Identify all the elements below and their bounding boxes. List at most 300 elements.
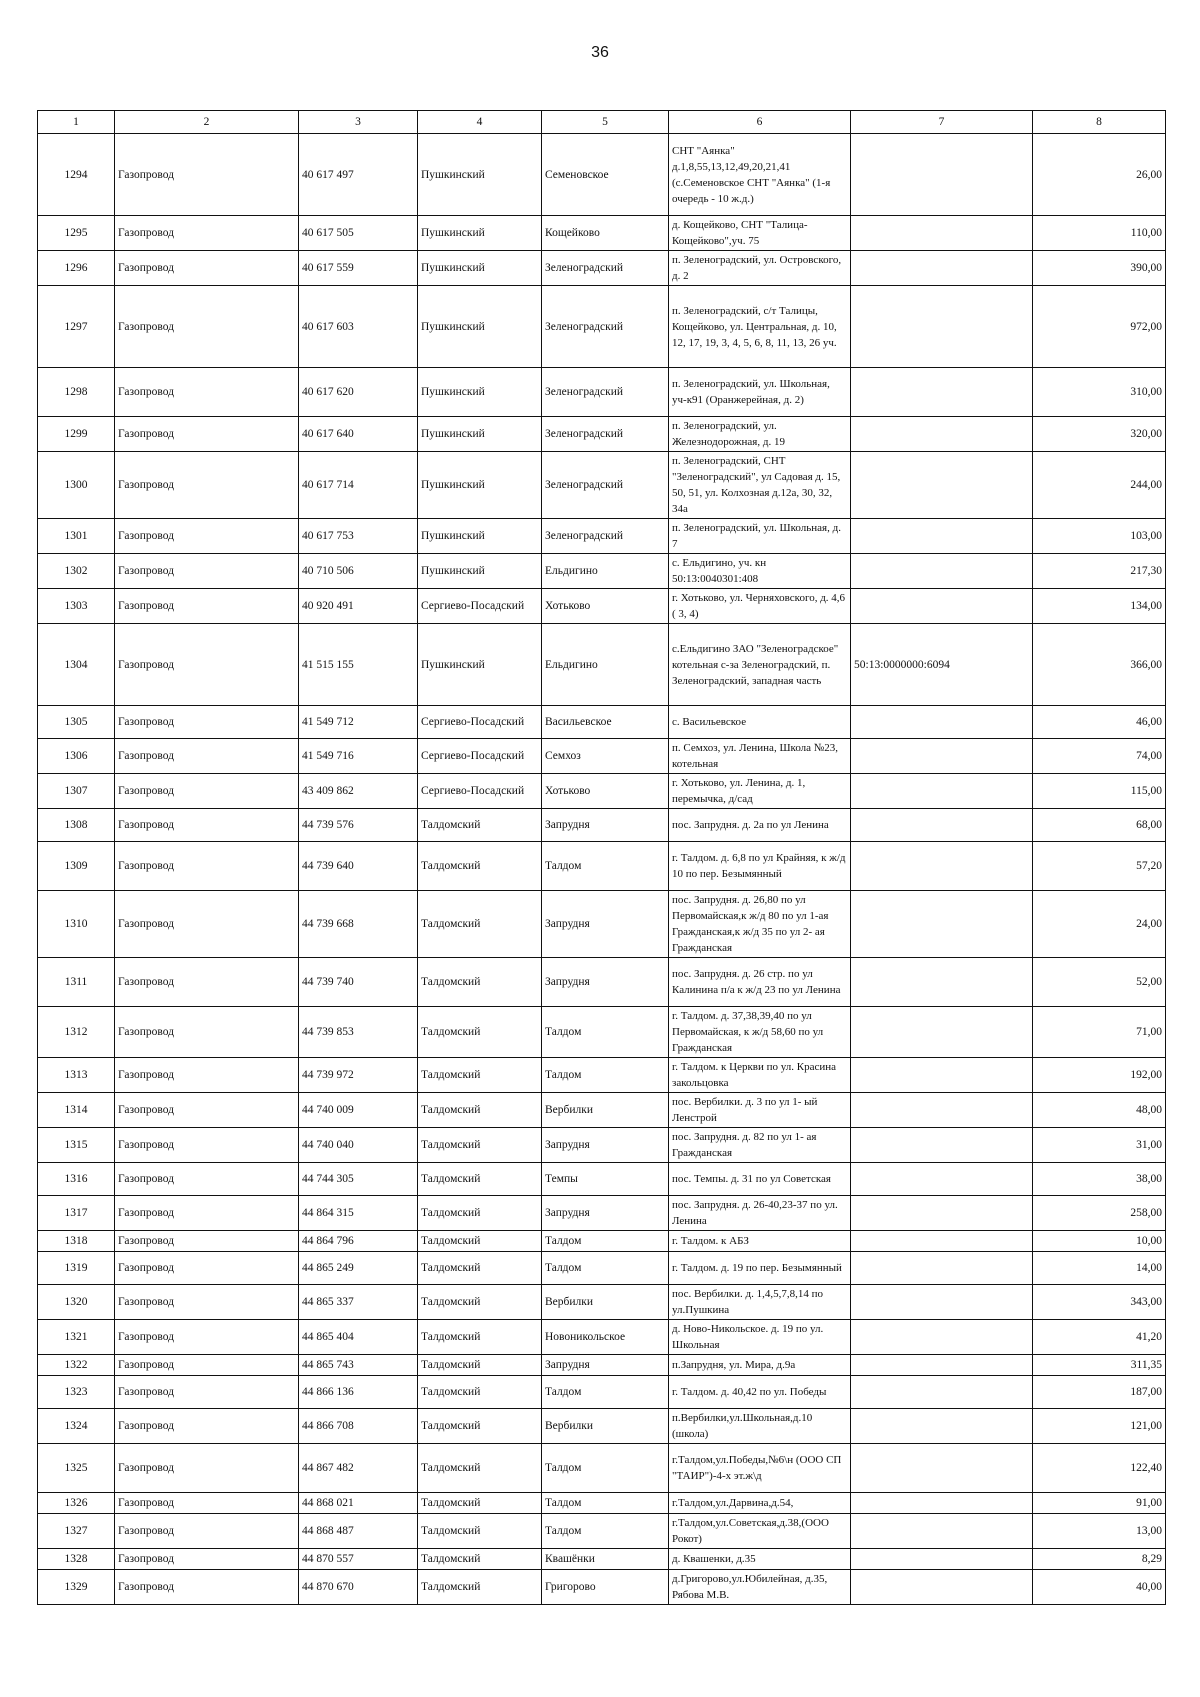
cell-district: Пушкинский <box>418 624 542 706</box>
cell-cadastral-number <box>851 1231 1033 1252</box>
cell-settlement: Зеленоградский <box>542 519 669 554</box>
table-row <box>38 417 1166 452</box>
cell-settlement: Васильевское <box>542 706 669 739</box>
cell-inventory-number: 44 868 021 <box>299 1493 418 1514</box>
table-row <box>38 1444 1166 1493</box>
cell-row-number: 1319 <box>38 1252 115 1285</box>
table-row <box>38 624 1166 706</box>
table-row <box>38 452 1166 519</box>
cell-district: Талдомский <box>418 1163 542 1196</box>
cell-settlement: Запрудня <box>542 1196 669 1231</box>
column-header: 6 <box>669 111 851 134</box>
cell-address: г. Талдом. д. 40,42 по ул. Победы <box>669 1376 851 1409</box>
cell-row-number: 1303 <box>38 589 115 624</box>
table-row <box>38 1285 1166 1320</box>
cell-inventory-number: 44 739 972 <box>299 1058 418 1093</box>
cell-length-value: 24,00 <box>1033 891 1166 958</box>
cell-cadastral-number <box>851 134 1033 216</box>
cell-object-name: Газопровод <box>115 1444 299 1493</box>
cell-row-number: 1315 <box>38 1128 115 1163</box>
cell-cadastral-number <box>851 706 1033 739</box>
cell-length-value: 8,29 <box>1033 1549 1166 1570</box>
cell-district: Талдомский <box>418 809 542 842</box>
cell-length-value: 26,00 <box>1033 134 1166 216</box>
table-row <box>38 1570 1166 1605</box>
cell-address: пос. Запрудня. д. 82 по ул 1- ая Гражданская <box>669 1128 851 1163</box>
cell-settlement: Талдом <box>542 1231 669 1252</box>
table-body <box>38 134 1166 1605</box>
table-row <box>38 216 1166 251</box>
cell-length-value: 52,00 <box>1033 958 1166 1007</box>
cell-row-number: 1300 <box>38 452 115 519</box>
cell-inventory-number: 44 739 640 <box>299 842 418 891</box>
cell-district: Талдомский <box>418 1409 542 1444</box>
cell-district: Талдомский <box>418 1058 542 1093</box>
cell-cadastral-number <box>851 1058 1033 1093</box>
cell-cadastral-number <box>851 774 1033 809</box>
cell-length-value: 40,00 <box>1033 1570 1166 1605</box>
cell-inventory-number: 44 865 404 <box>299 1320 418 1355</box>
cell-cadastral-number <box>851 589 1033 624</box>
column-header: 8 <box>1033 111 1166 134</box>
cell-district: Талдомский <box>418 1285 542 1320</box>
table-row <box>38 1058 1166 1093</box>
cell-inventory-number: 44 739 576 <box>299 809 418 842</box>
cell-row-number: 1299 <box>38 417 115 452</box>
cell-settlement: Новоникольское <box>542 1320 669 1355</box>
cell-settlement: Семхоз <box>542 739 669 774</box>
cell-inventory-number: 43 409 862 <box>299 774 418 809</box>
cell-inventory-number: 44 744 305 <box>299 1163 418 1196</box>
cell-cadastral-number <box>851 842 1033 891</box>
cell-object-name: Газопровод <box>115 519 299 554</box>
cell-cadastral-number <box>851 1355 1033 1376</box>
cell-cadastral-number <box>851 739 1033 774</box>
cell-row-number: 1302 <box>38 554 115 589</box>
cell-row-number: 1317 <box>38 1196 115 1231</box>
cell-inventory-number: 44 865 249 <box>299 1252 418 1285</box>
cell-settlement: Хотьково <box>542 589 669 624</box>
cell-district: Сергиево-Посадский <box>418 706 542 739</box>
cell-settlement: Зеленоградский <box>542 452 669 519</box>
cell-inventory-number: 40 710 506 <box>299 554 418 589</box>
cell-address: д. Ново-Никольское. д. 19 по ул. Школьная <box>669 1320 851 1355</box>
cell-row-number: 1327 <box>38 1514 115 1549</box>
cell-district: Талдомский <box>418 1231 542 1252</box>
cell-address: п. Зеленоградский, ул. Островского, д. 2 <box>669 251 851 286</box>
table-row <box>38 1007 1166 1058</box>
cell-length-value: 343,00 <box>1033 1285 1166 1320</box>
cell-address: пос. Запрудня. д. 26-40,23-37 по ул. Ленина <box>669 1196 851 1231</box>
table-row <box>38 1549 1166 1570</box>
cell-cadastral-number <box>851 286 1033 368</box>
cell-cadastral-number <box>851 554 1033 589</box>
cell-address: г.Талдом,ул.Дарвина,д.54, <box>669 1493 851 1514</box>
cell-cadastral-number <box>851 1252 1033 1285</box>
cell-inventory-number: 40 617 620 <box>299 368 418 417</box>
cell-object-name: Газопровод <box>115 589 299 624</box>
table-row <box>38 286 1166 368</box>
cell-length-value: 244,00 <box>1033 452 1166 519</box>
cell-object-name: Газопровод <box>115 739 299 774</box>
table-row <box>38 1252 1166 1285</box>
cell-inventory-number: 40 617 603 <box>299 286 418 368</box>
cell-row-number: 1316 <box>38 1163 115 1196</box>
cell-district: Пушкинский <box>418 286 542 368</box>
cell-object-name: Газопровод <box>115 1320 299 1355</box>
cell-settlement: Запрудня <box>542 958 669 1007</box>
registry-table <box>37 110 1166 1605</box>
cell-inventory-number: 44 740 009 <box>299 1093 418 1128</box>
cell-district: Талдомский <box>418 1376 542 1409</box>
cell-district: Пушкинский <box>418 452 542 519</box>
cell-cadastral-number <box>851 368 1033 417</box>
cell-object-name: Газопровод <box>115 1355 299 1376</box>
cell-length-value: 14,00 <box>1033 1252 1166 1285</box>
cell-settlement: Ельдигино <box>542 554 669 589</box>
cell-district: Пушкинский <box>418 216 542 251</box>
cell-cadastral-number <box>851 1514 1033 1549</box>
cell-district: Талдомский <box>418 1493 542 1514</box>
cell-settlement: Вербилки <box>542 1093 669 1128</box>
cell-length-value: 71,00 <box>1033 1007 1166 1058</box>
cell-address: г. Талдом. к АБЗ <box>669 1231 851 1252</box>
cell-address: п. Зеленоградский, СНТ "Зеленоградский", ул Садовая д. 15, 50, 51, ул. Колхозная д.12а, 30, 32, 34а <box>669 452 851 519</box>
cell-object-name: Газопровод <box>115 452 299 519</box>
column-header: 1 <box>38 111 115 134</box>
cell-address: д.Григорово,ул.Юбилейная, д.35, Рябова М.В. <box>669 1570 851 1605</box>
cell-address: г.Талдом,ул.Советская,д.38,(ООО Рокот) <box>669 1514 851 1549</box>
cell-object-name: Газопровод <box>115 1409 299 1444</box>
cell-length-value: 972,00 <box>1033 286 1166 368</box>
cell-settlement: Талдом <box>542 1444 669 1493</box>
cell-inventory-number: 44 864 315 <box>299 1196 418 1231</box>
cell-district: Талдомский <box>418 1007 542 1058</box>
cell-object-name: Газопровод <box>115 216 299 251</box>
header-row <box>38 111 1166 134</box>
cell-length-value: 310,00 <box>1033 368 1166 417</box>
cell-address: п. Зеленоградский, ул. Железнодорожная, д. 19 <box>669 417 851 452</box>
column-header: 5 <box>542 111 669 134</box>
cell-object-name: Газопровод <box>115 1231 299 1252</box>
table-row <box>38 1514 1166 1549</box>
table-row <box>38 1320 1166 1355</box>
cell-settlement: Талдом <box>542 1376 669 1409</box>
cell-object-name: Газопровод <box>115 1285 299 1320</box>
cell-address: пос. Запрудня. д. 2а по ул Ленина <box>669 809 851 842</box>
cell-length-value: 217,30 <box>1033 554 1166 589</box>
cell-cadastral-number <box>851 1007 1033 1058</box>
cell-row-number: 1306 <box>38 739 115 774</box>
cell-address: г. Хотьково, ул. Черняховского, д. 4,6 ( 3, 4) <box>669 589 851 624</box>
cell-inventory-number: 44 739 740 <box>299 958 418 1007</box>
cell-length-value: 48,00 <box>1033 1093 1166 1128</box>
cell-row-number: 1325 <box>38 1444 115 1493</box>
cell-cadastral-number <box>851 1376 1033 1409</box>
cell-row-number: 1295 <box>38 216 115 251</box>
cell-inventory-number: 40 617 497 <box>299 134 418 216</box>
table-row <box>38 739 1166 774</box>
cell-district: Пушкинский <box>418 519 542 554</box>
cell-length-value: 46,00 <box>1033 706 1166 739</box>
cell-object-name: Газопровод <box>115 1058 299 1093</box>
cell-district: Сергиево-Посадский <box>418 589 542 624</box>
cell-address: с.Ельдигино ЗАО "Зеленоградское" котельная с-за Зеленоградский, п. Зеленоградский, западная часть <box>669 624 851 706</box>
cell-object-name: Газопровод <box>115 1163 299 1196</box>
cell-address: СНТ "Аянка" д.1,8,55,13,12,49,20,21,41 (с.Семеновское СНТ "Аянка" (1-я очередь - 10 ж.д.) <box>669 134 851 216</box>
table-row <box>38 809 1166 842</box>
cell-length-value: 390,00 <box>1033 251 1166 286</box>
cell-district: Талдомский <box>418 1093 542 1128</box>
cell-address: г. Хотьково, ул. Ленина, д. 1, перемычка, д/сад <box>669 774 851 809</box>
table-row <box>38 368 1166 417</box>
cell-row-number: 1320 <box>38 1285 115 1320</box>
table-row <box>38 251 1166 286</box>
cell-district: Талдомский <box>418 1128 542 1163</box>
cell-inventory-number: 41 549 716 <box>299 739 418 774</box>
cell-object-name: Газопровод <box>115 1514 299 1549</box>
cell-address: с. Ельдигино, уч. кн 50:13:0040301:408 <box>669 554 851 589</box>
page-number: 36 <box>591 44 609 61</box>
cell-cadastral-number <box>851 1320 1033 1355</box>
cell-settlement: Хотьково <box>542 774 669 809</box>
cell-length-value: 311,35 <box>1033 1355 1166 1376</box>
cell-address: г. Талдом. д. 19 по пер. Безымянный <box>669 1252 851 1285</box>
cell-settlement: Талдом <box>542 1007 669 1058</box>
cell-inventory-number: 41 515 155 <box>299 624 418 706</box>
cell-cadastral-number <box>851 1128 1033 1163</box>
cell-cadastral-number <box>851 1093 1033 1128</box>
cell-row-number: 1298 <box>38 368 115 417</box>
cell-settlement: Запрудня <box>542 891 669 958</box>
cell-address: п.Вербилки,ул.Школьная,д.10 (школа) <box>669 1409 851 1444</box>
cell-district: Талдомский <box>418 1355 542 1376</box>
cell-district: Талдомский <box>418 891 542 958</box>
cell-length-value: 258,00 <box>1033 1196 1166 1231</box>
cell-district: Талдомский <box>418 1549 542 1570</box>
cell-settlement: Зеленоградский <box>542 286 669 368</box>
column-header: 4 <box>418 111 542 134</box>
cell-row-number: 1326 <box>38 1493 115 1514</box>
cell-object-name: Газопровод <box>115 1196 299 1231</box>
cell-address: пос. Темпы. д. 31 по ул Советская <box>669 1163 851 1196</box>
cell-district: Пушкинский <box>418 417 542 452</box>
cell-length-value: 187,00 <box>1033 1376 1166 1409</box>
table-row <box>38 1376 1166 1409</box>
cell-inventory-number: 44 739 668 <box>299 891 418 958</box>
cell-cadastral-number <box>851 1285 1033 1320</box>
cell-row-number: 1309 <box>38 842 115 891</box>
cell-length-value: 31,00 <box>1033 1128 1166 1163</box>
cell-row-number: 1318 <box>38 1231 115 1252</box>
cell-length-value: 366,00 <box>1033 624 1166 706</box>
cell-settlement: Зеленоградский <box>542 368 669 417</box>
table-row <box>38 1163 1166 1196</box>
cell-district: Талдомский <box>418 1196 542 1231</box>
cell-address: п. Зеленоградский, ул. Школьная, уч-к91 (Оранжерейная, д. 2) <box>669 368 851 417</box>
cell-row-number: 1294 <box>38 134 115 216</box>
cell-address: д. Квашенки, д.35 <box>669 1549 851 1570</box>
cell-address: п. Семхоз, ул. Ленина, Школа №23, котельная <box>669 739 851 774</box>
column-header: 7 <box>851 111 1033 134</box>
cell-settlement: Кощейково <box>542 216 669 251</box>
cell-cadastral-number <box>851 809 1033 842</box>
table-row <box>38 554 1166 589</box>
cell-object-name: Газопровод <box>115 1493 299 1514</box>
cell-settlement: Талдом <box>542 1493 669 1514</box>
cell-address: пос. Вербилки. д. 3 по ул 1- ый Ленстрой <box>669 1093 851 1128</box>
cell-cadastral-number <box>851 891 1033 958</box>
cell-cadastral-number <box>851 1163 1033 1196</box>
cell-length-value: 122,40 <box>1033 1444 1166 1493</box>
cell-row-number: 1313 <box>38 1058 115 1093</box>
cell-length-value: 115,00 <box>1033 774 1166 809</box>
cell-length-value: 10,00 <box>1033 1231 1166 1252</box>
cell-length-value: 13,00 <box>1033 1514 1166 1549</box>
cell-row-number: 1312 <box>38 1007 115 1058</box>
cell-settlement: Квашёнки <box>542 1549 669 1570</box>
cell-row-number: 1329 <box>38 1570 115 1605</box>
table-row <box>38 1093 1166 1128</box>
cell-district: Талдомский <box>418 1570 542 1605</box>
cell-settlement: Талдом <box>542 842 669 891</box>
cell-inventory-number: 40 617 559 <box>299 251 418 286</box>
cell-settlement: Григорово <box>542 1570 669 1605</box>
cell-row-number: 1314 <box>38 1093 115 1128</box>
table-row <box>38 774 1166 809</box>
cell-address: п. Зеленоградский, ул. Школьная, д. 7 <box>669 519 851 554</box>
cell-row-number: 1310 <box>38 891 115 958</box>
cell-length-value: 121,00 <box>1033 1409 1166 1444</box>
cell-address: пос. Вербилки. д. 1,4,5,7,8,14 по ул.Пушкина <box>669 1285 851 1320</box>
cell-row-number: 1323 <box>38 1376 115 1409</box>
cell-inventory-number: 40 617 505 <box>299 216 418 251</box>
cell-address: г. Талдом. к Церкви по ул. Красина закольцовка <box>669 1058 851 1093</box>
cell-row-number: 1304 <box>38 624 115 706</box>
cell-settlement: Талдом <box>542 1058 669 1093</box>
cell-object-name: Газопровод <box>115 286 299 368</box>
cell-inventory-number: 44 870 670 <box>299 1570 418 1605</box>
cell-cadastral-number: 50:13:0000000:6094 <box>851 624 1033 706</box>
table-row <box>38 706 1166 739</box>
cell-length-value: 110,00 <box>1033 216 1166 251</box>
cell-object-name: Газопровод <box>115 1128 299 1163</box>
cell-cadastral-number <box>851 452 1033 519</box>
cell-object-name: Газопровод <box>115 554 299 589</box>
cell-inventory-number: 44 868 487 <box>299 1514 418 1549</box>
table-row <box>38 1409 1166 1444</box>
cell-address: г.Талдом,ул.Победы,№6\н (ООО СП "ТАИР")-4-х эт.ж\д <box>669 1444 851 1493</box>
cell-cadastral-number <box>851 1570 1033 1605</box>
cell-settlement: Запрудня <box>542 1355 669 1376</box>
cell-length-value: 57,20 <box>1033 842 1166 891</box>
cell-address: г. Талдом. д. 6,8 по ул Крайняя, к ж/д 10 по пер. Безымянный <box>669 842 851 891</box>
cell-row-number: 1308 <box>38 809 115 842</box>
cell-object-name: Газопровод <box>115 891 299 958</box>
cell-inventory-number: 44 866 136 <box>299 1376 418 1409</box>
cell-district: Талдомский <box>418 1444 542 1493</box>
cell-row-number: 1301 <box>38 519 115 554</box>
cell-object-name: Газопровод <box>115 417 299 452</box>
cell-object-name: Газопровод <box>115 958 299 1007</box>
table-row <box>38 958 1166 1007</box>
cell-cadastral-number <box>851 251 1033 286</box>
cell-cadastral-number <box>851 417 1033 452</box>
cell-object-name: Газопровод <box>115 1007 299 1058</box>
cell-inventory-number: 40 617 714 <box>299 452 418 519</box>
cell-length-value: 68,00 <box>1033 809 1166 842</box>
cell-cadastral-number <box>851 1409 1033 1444</box>
cell-district: Талдомский <box>418 1320 542 1355</box>
cell-row-number: 1328 <box>38 1549 115 1570</box>
cell-cadastral-number <box>851 1493 1033 1514</box>
cell-cadastral-number <box>851 519 1033 554</box>
cell-object-name: Газопровод <box>115 1252 299 1285</box>
cell-settlement: Талдом <box>542 1514 669 1549</box>
cell-cadastral-number <box>851 1549 1033 1570</box>
cell-length-value: 320,00 <box>1033 417 1166 452</box>
cell-cadastral-number <box>851 1196 1033 1231</box>
cell-district: Талдомский <box>418 1252 542 1285</box>
cell-row-number: 1321 <box>38 1320 115 1355</box>
cell-length-value: 38,00 <box>1033 1163 1166 1196</box>
table-row <box>38 134 1166 216</box>
cell-length-value: 134,00 <box>1033 589 1166 624</box>
cell-row-number: 1322 <box>38 1355 115 1376</box>
table-row <box>38 842 1166 891</box>
cell-object-name: Газопровод <box>115 134 299 216</box>
cell-length-value: 91,00 <box>1033 1493 1166 1514</box>
cell-object-name: Газопровод <box>115 774 299 809</box>
cell-inventory-number: 44 867 482 <box>299 1444 418 1493</box>
cell-inventory-number: 44 739 853 <box>299 1007 418 1058</box>
cell-inventory-number: 40 617 640 <box>299 417 418 452</box>
cell-inventory-number: 40 920 491 <box>299 589 418 624</box>
cell-cadastral-number <box>851 216 1033 251</box>
cell-settlement: Зеленоградский <box>542 251 669 286</box>
cell-district: Пушкинский <box>418 554 542 589</box>
cell-settlement: Вербилки <box>542 1285 669 1320</box>
cell-row-number: 1305 <box>38 706 115 739</box>
cell-inventory-number: 44 865 743 <box>299 1355 418 1376</box>
cell-address: г. Талдом. д. 37,38,39,40 по ул Первомайская, к ж/д 58,60 по ул Гражданская <box>669 1007 851 1058</box>
cell-inventory-number: 44 866 708 <box>299 1409 418 1444</box>
cell-object-name: Газопровод <box>115 842 299 891</box>
cell-inventory-number: 44 740 040 <box>299 1128 418 1163</box>
column-header: 3 <box>299 111 418 134</box>
cell-length-value: 74,00 <box>1033 739 1166 774</box>
cell-object-name: Газопровод <box>115 368 299 417</box>
table-row <box>38 519 1166 554</box>
table-row <box>38 1355 1166 1376</box>
cell-settlement: Запрудня <box>542 809 669 842</box>
table-row <box>38 1128 1166 1163</box>
cell-district: Пушкинский <box>418 251 542 286</box>
cell-address: пос. Запрудня. д. 26 стр. по ул Калинина п/а к ж/д 23 по ул Ленина <box>669 958 851 1007</box>
table-row <box>38 589 1166 624</box>
table-row <box>38 891 1166 958</box>
cell-object-name: Газопровод <box>115 1570 299 1605</box>
table-row <box>38 1196 1166 1231</box>
cell-object-name: Газопровод <box>115 809 299 842</box>
cell-object-name: Газопровод <box>115 251 299 286</box>
cell-address: п. Зеленоградский, с/т Талицы, Кощейково, ул. Центральная, д. 10, 12, 17, 19, 3, 4, 5, 6, 8, 11, 13, 26 уч. <box>669 286 851 368</box>
cell-address: д. Кощейково, СНТ "Талица-Кощейково",уч. 75 <box>669 216 851 251</box>
cell-address: п.Запрудня, ул. Мира, д.9а <box>669 1355 851 1376</box>
cell-district: Сергиево-Посадский <box>418 739 542 774</box>
cell-object-name: Газопровод <box>115 1376 299 1409</box>
cell-settlement: Запрудня <box>542 1128 669 1163</box>
